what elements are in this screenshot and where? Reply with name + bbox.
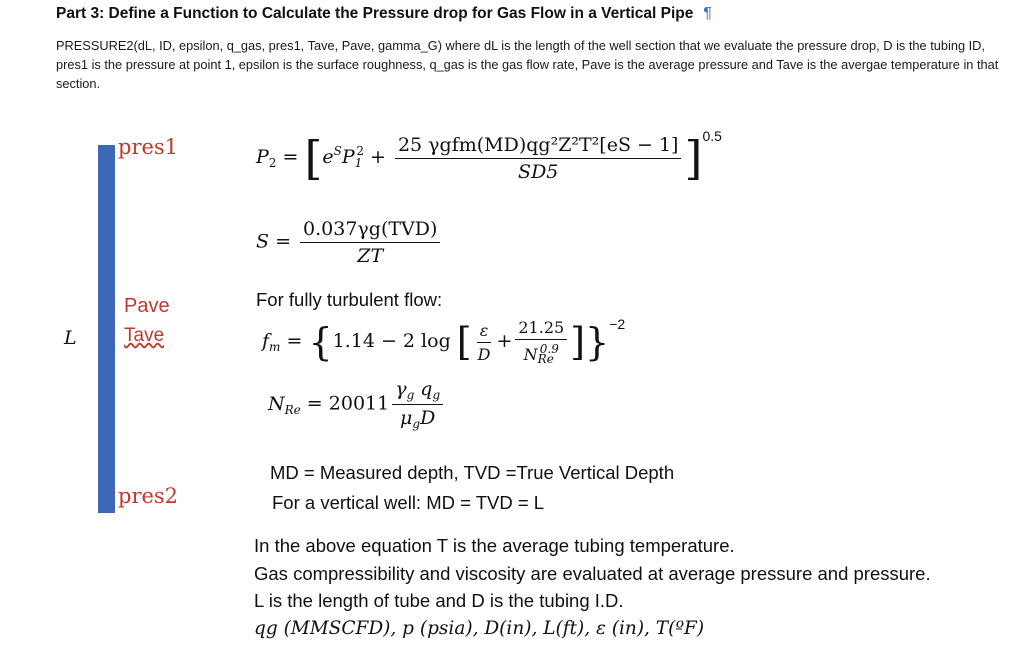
note-line-2: Gas compressibility and viscosity are evaluated at average pressure and pressure.: [254, 562, 931, 584]
fm-eps-fraction: $\frac{\varepsilon}{D}$: [477, 320, 491, 364]
pipe-label-pave: Pave: [124, 295, 170, 317]
page-title-text: Part 3: Define a Function to Calculate the Pressure drop for Gas Flow in a Vertical Pipe: [56, 5, 694, 22]
page-title: [56, 5, 712, 23]
fm-equation: $f_m = \{1.14 - 2$ log [ $\frac{\varepsilon}{D}$ + $\frac{21.25}{N_{Re}^{0.9}}$ ]}$^{-2}$: [262, 316, 626, 366]
fm-constant: 1.14 − 2 log: [332, 330, 451, 352]
fm-re-fraction: $\frac{21.25}{N_{Re}^{0.9}}$: [515, 318, 567, 366]
pipe-label-tave: Tave: [124, 325, 165, 346]
note-line-4: qg (MMSCFD), p (psia), D(in), L(ft), ε (in), T(ºF): [254, 617, 705, 639]
function-description: PRESSURE2(dL, ID, epsilon, q_gas, pres1, Tave, Pave, gamma_G) where dL is the length of the well section that we evaluate the pressure drop, D is the tubing ID, pres1 is the pressure at point 1, epsilon is the surface roughness, q_gas is the gas flow rate, Pave is the average pressure and Tave is the avergae temperature in that section.: [56, 38, 999, 91]
fm-exponent: −2: [609, 316, 626, 332]
s-denominator: ZT: [357, 245, 384, 267]
nre-constant: 20011: [328, 392, 390, 415]
vertical-pipe: [98, 145, 115, 513]
p2-denominator: SD5: [518, 160, 559, 183]
note-line-1: In the above equation T is the average tubing temperature.: [254, 535, 735, 556]
s-equation: S = $\frac{\text{0.037γg(TVD)}}{ZT}$: [256, 218, 443, 267]
note-line-3: L is the length of tube and D is the tubing I.D.: [254, 590, 624, 611]
nre-fraction: $\frac{\gamma_g q_g}{\mu_gD}$: [392, 378, 443, 431]
p2-lhs: P: [256, 146, 269, 168]
md-tvd-definition: MD = Measured depth, TVD =True Vertical Depth: [270, 462, 675, 483]
pipe-label-pres2: pres2: [118, 484, 179, 508]
nre-equation: $N_{Re} = 20011$ $\frac{\gamma_g q_g}{\mu_gD}$: [268, 378, 446, 431]
p2-equation: $P_2 = [e^SP_1^2$ + $\frac{\text{25 γgfm(MD)qg²Z²T²[eS − 1]}}{SD5}$ ]$^{0.5}$: [256, 128, 722, 185]
turbulent-flow-label: For fully turbulent flow:: [256, 289, 443, 310]
pilcrow-icon: ¶: [703, 5, 712, 22]
notes-block: [254, 532, 931, 642]
p2-exponent: 0.5: [702, 128, 722, 144]
p2-fraction: [395, 134, 682, 183]
pipe-label-pres1: pres1: [118, 135, 179, 159]
length-label: L: [64, 327, 77, 349]
p2-numerator: 25 γgfm(MD)qg²Z²T²[eS − 1]: [395, 134, 682, 159]
vertical-well-definition: For a vertical well: MD = TVD = L: [272, 492, 545, 513]
s-numerator: 0.037γg(TVD): [300, 218, 440, 243]
s-fraction: [300, 218, 440, 267]
